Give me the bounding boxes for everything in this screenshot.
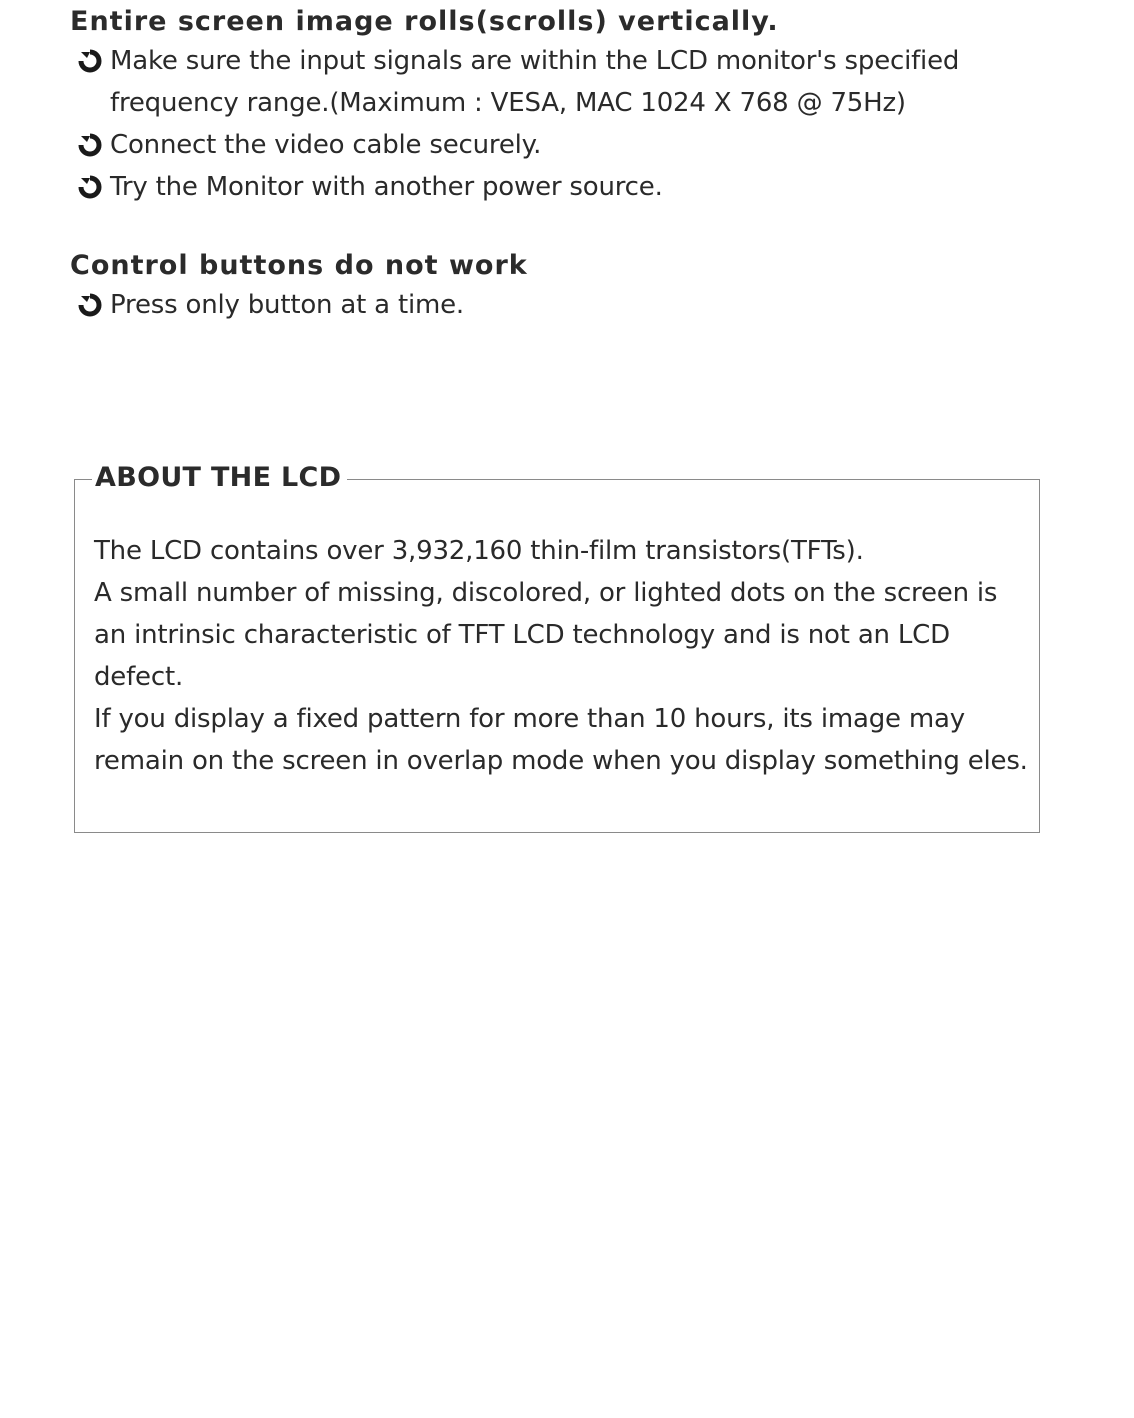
curved-arrow-right-icon [78,175,102,199]
about-paragraph: If you display a fixed pattern for more than 10 hours, its image may remain on the screen in overlap mode when you display something eles. [94,704,1028,776]
list-item-text: Connect the video cable securely. [110,130,542,160]
troubleshoot-list-scrolling [78,40,1038,208]
section-heading-control-buttons: Control buttons do not work [70,250,528,281]
about-lcd-title: ABOUT THE LCD [92,460,347,496]
list-item-text: Press only button at a time. [110,290,464,320]
curved-arrow-right-icon [78,133,102,157]
about-paragraph: A small number of missing, discolored, or lighted dots on the screen is an intrinsic characteristic of TFT LCD technology and is not an LCD defect. [94,578,998,692]
list-item [78,166,1038,208]
troubleshoot-list-control-buttons [78,284,1038,326]
section-heading-scrolling: Entire screen image rolls(scrolls) vertically. [70,6,779,37]
about-paragraph: The LCD contains over 3,932,160 thin-film transistors(TFTs). [94,536,864,566]
about-lcd-body [94,530,1029,782]
list-item-text: Try the Monitor with another power source. [110,172,663,202]
list-item [78,40,1038,124]
list-item-text: Make sure the input signals are within the LCD monitor's specified frequency range.(Maximum : VESA, MAC 1024 X 768 @ 75Hz) [110,46,960,118]
curved-arrow-right-icon [78,293,102,317]
list-item [78,124,1038,166]
list-item [78,284,1038,326]
curved-arrow-right-icon [78,49,102,73]
